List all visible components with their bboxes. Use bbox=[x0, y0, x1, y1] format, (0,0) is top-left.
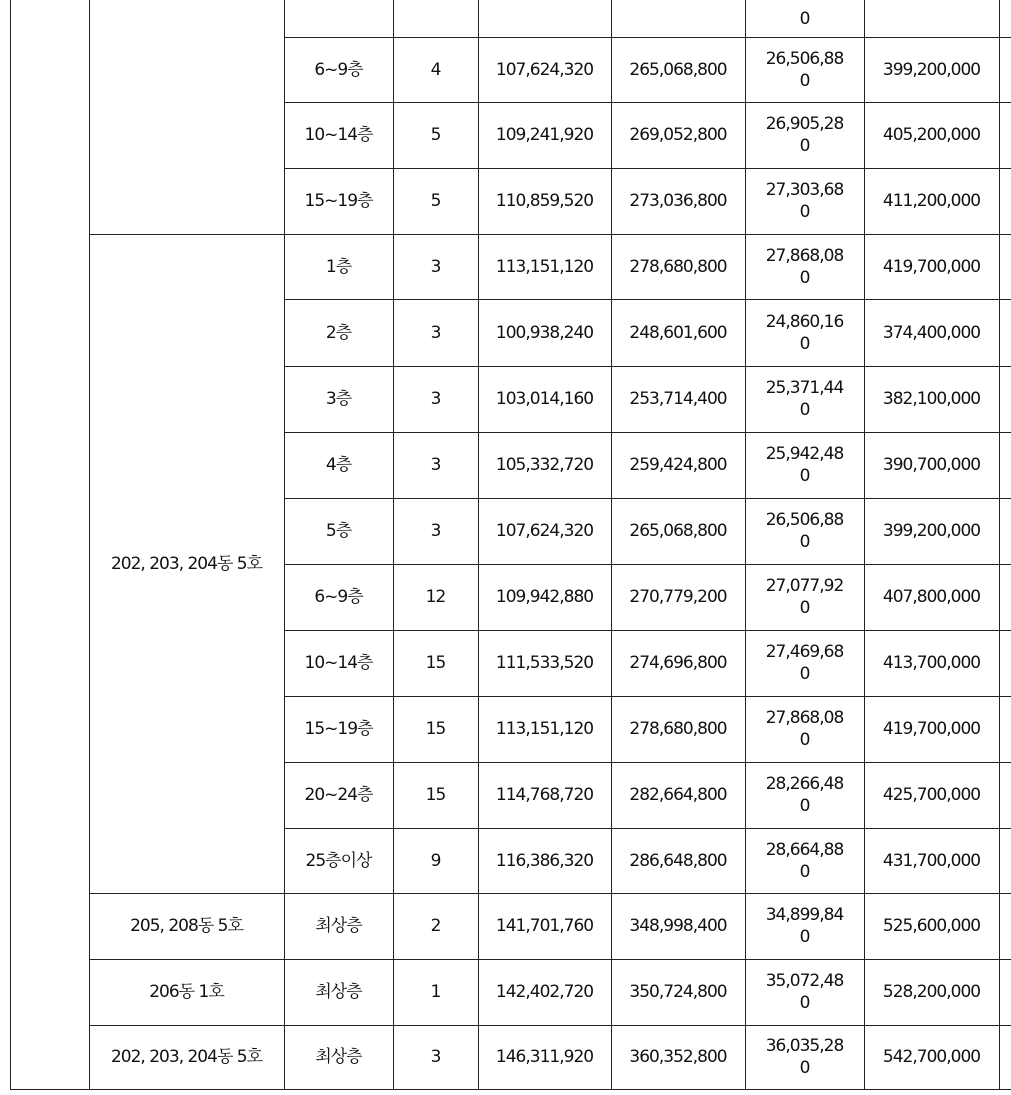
group-label-cell: 205, 208동 5호 bbox=[130, 916, 243, 936]
group-label-cell: 202, 203, 204동 5호 bbox=[110, 1047, 263, 1067]
amount2-cell: 273,036,800 bbox=[629, 191, 727, 211]
floor-cell: 15~19층 bbox=[304, 191, 373, 211]
unit-count-cell: 15 bbox=[425, 653, 446, 673]
total-price-cell: 407,800,000 bbox=[882, 587, 981, 607]
amount1-cell: 141,701,760 bbox=[495, 916, 594, 936]
amount3-cell bbox=[745, 959, 864, 1025]
total-price-cell: 431,700,000 bbox=[882, 850, 981, 871]
wrapped-value-line: 24,860,16 bbox=[765, 311, 844, 332]
wrapped-value-line: 0 bbox=[799, 664, 810, 684]
amount3-cell bbox=[745, 762, 864, 828]
table-bottom-border bbox=[10, 1089, 1011, 1090]
partial-value: 0 bbox=[799, 8, 810, 29]
floor-cell: 10~14층 bbox=[304, 125, 373, 145]
wrapped-value-line: 26,905,28 bbox=[765, 114, 844, 134]
wrapped-value-line: 0 bbox=[799, 267, 810, 288]
wrapped-value-line: 0 bbox=[799, 730, 810, 750]
unit-count-cell: 4 bbox=[430, 59, 441, 80]
amount1-cell: 116,386,320 bbox=[495, 850, 594, 871]
amount2-cell: 278,680,800 bbox=[629, 256, 727, 277]
amount3-cell bbox=[745, 234, 864, 299]
wrapped-value-line: 0 bbox=[799, 532, 810, 552]
wrapped-value-line: 34,899,84 bbox=[765, 905, 844, 925]
amount3-cell bbox=[745, 1025, 864, 1089]
amount3-cell bbox=[745, 498, 864, 564]
amount2-cell: 265,068,800 bbox=[629, 59, 727, 80]
floor-cell: 10~14층 bbox=[304, 653, 373, 673]
wrapped-value-line: 0 bbox=[799, 202, 810, 222]
group-label-cell: 202, 203, 204동 5호 bbox=[110, 553, 263, 574]
unit-count-cell: 3 bbox=[430, 521, 441, 541]
unit-count-cell: 3 bbox=[430, 1047, 441, 1067]
wrapped-value-line: 26,506,88 bbox=[765, 510, 844, 530]
wrapped-value-line: 27,868,08 bbox=[765, 708, 844, 728]
amount1-cell: 107,624,320 bbox=[495, 521, 594, 541]
unit-count-cell: 5 bbox=[430, 191, 441, 211]
wrapped-value-line: 25,942,48 bbox=[765, 444, 844, 464]
amount2-cell: 274,696,800 bbox=[629, 653, 727, 673]
floor-cell: 최상층 bbox=[315, 1047, 362, 1067]
amount1-cell: 114,768,720 bbox=[495, 785, 594, 805]
wrapped-value-line: 0 bbox=[799, 796, 810, 816]
amount2-cell: 282,664,800 bbox=[629, 785, 727, 805]
amount2-cell: 253,714,400 bbox=[629, 389, 727, 409]
floor-cell: 최상층 bbox=[315, 916, 362, 936]
amount3-cell bbox=[745, 828, 864, 893]
amount1-cell: 111,533,520 bbox=[495, 653, 594, 673]
total-price-cell: 399,200,000 bbox=[882, 521, 981, 541]
floor-cell: 3층 bbox=[325, 389, 352, 409]
wrapped-value-line: 0 bbox=[799, 136, 810, 156]
floor-cell: 15~19층 bbox=[304, 719, 373, 739]
wrapped-value-line: 25,371,44 bbox=[765, 378, 844, 398]
amount3-cell bbox=[745, 696, 864, 762]
floor-cell: 최상층 bbox=[315, 982, 362, 1002]
wrapped-value-line: 0 bbox=[799, 70, 810, 91]
wrapped-value-line: 0 bbox=[799, 598, 810, 618]
amount2-cell: 265,068,800 bbox=[629, 521, 727, 541]
unit-count-cell: 3 bbox=[430, 256, 441, 277]
total-price-cell: 390,700,000 bbox=[882, 455, 981, 475]
amount3-cell bbox=[745, 299, 864, 366]
amount3-cell bbox=[745, 102, 864, 168]
amount2-cell: 360,352,800 bbox=[629, 1047, 727, 1067]
total-price-cell: 382,100,000 bbox=[882, 389, 981, 409]
amount2-cell: 248,601,600 bbox=[629, 322, 727, 343]
total-price-cell: 528,200,000 bbox=[882, 982, 981, 1002]
wrapped-value-line: 28,266,48 bbox=[765, 774, 844, 794]
total-price-cell: 399,200,000 bbox=[882, 59, 981, 80]
total-price-cell: 542,700,000 bbox=[882, 1047, 981, 1067]
amount1-cell: 146,311,920 bbox=[495, 1047, 594, 1067]
amount3-cell bbox=[745, 432, 864, 498]
amount2-cell: 269,052,800 bbox=[629, 125, 727, 145]
amount3-cell bbox=[745, 37, 864, 102]
amount2-cell: 348,998,400 bbox=[629, 916, 727, 936]
unit-count-cell: 9 bbox=[430, 850, 441, 871]
unit-count-cell: 3 bbox=[430, 389, 441, 409]
amount1-cell: 113,151,120 bbox=[495, 256, 594, 277]
floor-cell: 2층 bbox=[325, 322, 352, 343]
wrapped-value-line: 0 bbox=[799, 993, 810, 1013]
amount3-cell bbox=[745, 630, 864, 696]
floor-cell: 5층 bbox=[325, 521, 352, 541]
amount1-cell: 107,624,320 bbox=[495, 59, 594, 80]
wrapped-value-line: 0 bbox=[799, 927, 810, 947]
wrapped-value-line: 27,303,68 bbox=[765, 180, 844, 200]
wrapped-value-line: 35,072,48 bbox=[765, 971, 844, 991]
amount2-cell: 259,424,800 bbox=[629, 455, 727, 475]
total-price-cell: 374,400,000 bbox=[882, 322, 981, 343]
wrapped-value-line: 28,664,88 bbox=[765, 839, 844, 860]
table-left-border bbox=[10, 0, 11, 1090]
floor-cell: 25층이상 bbox=[305, 850, 372, 871]
amount1-cell: 109,942,880 bbox=[495, 587, 594, 607]
unit-count-cell: 5 bbox=[430, 125, 441, 145]
total-price-cell: 419,700,000 bbox=[882, 256, 981, 277]
total-price-cell: 411,200,000 bbox=[882, 191, 981, 211]
wrapped-value-line: 36,035,28 bbox=[765, 1036, 844, 1056]
amount1-cell: 105,332,720 bbox=[495, 455, 594, 475]
unit-count-cell: 15 bbox=[425, 785, 446, 805]
amount3-cell bbox=[745, 564, 864, 630]
total-price-cell: 419,700,000 bbox=[882, 719, 981, 739]
table-col-divider bbox=[999, 0, 1000, 1089]
group-label-cell: 206동 1호 bbox=[149, 982, 224, 1002]
floor-cell: 1층 bbox=[325, 256, 352, 277]
wrapped-value-line: 0 bbox=[799, 1058, 810, 1078]
total-price-cell: 405,200,000 bbox=[882, 125, 981, 145]
amount2-cell: 270,779,200 bbox=[629, 587, 727, 607]
wrapped-value-line: 27,469,68 bbox=[765, 642, 844, 662]
total-price-cell: 413,700,000 bbox=[882, 653, 981, 673]
total-price-cell: 425,700,000 bbox=[882, 785, 981, 805]
amount1-cell: 103,014,160 bbox=[495, 389, 594, 409]
wrapped-value-line: 0 bbox=[799, 400, 810, 420]
wrapped-value-line: 0 bbox=[799, 333, 810, 354]
wrapped-value-line: 0 bbox=[799, 466, 810, 486]
wrapped-value-line: 26,506,88 bbox=[765, 48, 844, 69]
amount1-cell: 109,241,920 bbox=[495, 125, 594, 145]
amount1-cell: 110,859,520 bbox=[495, 191, 594, 211]
floor-cell: 6~9층 bbox=[314, 587, 363, 607]
wrapped-value-line: 0 bbox=[799, 861, 810, 882]
wrapped-value-line: 27,077,92 bbox=[765, 576, 844, 596]
amount3-cell bbox=[745, 893, 864, 959]
unit-count-cell: 15 bbox=[425, 719, 446, 739]
amount3-cell bbox=[745, 366, 864, 432]
amount1-cell: 142,402,720 bbox=[495, 982, 594, 1002]
unit-count-cell: 12 bbox=[425, 587, 446, 607]
total-price-cell: 525,600,000 bbox=[882, 916, 981, 936]
amount2-cell: 286,648,800 bbox=[629, 850, 727, 871]
unit-count-cell: 2 bbox=[430, 916, 441, 936]
amount2-cell: 278,680,800 bbox=[629, 719, 727, 739]
unit-count-cell: 3 bbox=[430, 455, 441, 475]
wrapped-value-line: 27,868,08 bbox=[765, 245, 844, 266]
amount3-cell bbox=[745, 168, 864, 234]
unit-count-cell: 3 bbox=[430, 322, 441, 343]
unit-count-cell: 1 bbox=[430, 982, 441, 1002]
floor-cell: 4층 bbox=[325, 455, 352, 475]
amount1-cell: 113,151,120 bbox=[495, 719, 594, 739]
floor-cell: 20~24층 bbox=[304, 785, 373, 805]
floor-cell: 6~9층 bbox=[314, 59, 363, 80]
amount1-cell: 100,938,240 bbox=[495, 322, 594, 343]
amount2-cell: 350,724,800 bbox=[629, 982, 727, 1002]
